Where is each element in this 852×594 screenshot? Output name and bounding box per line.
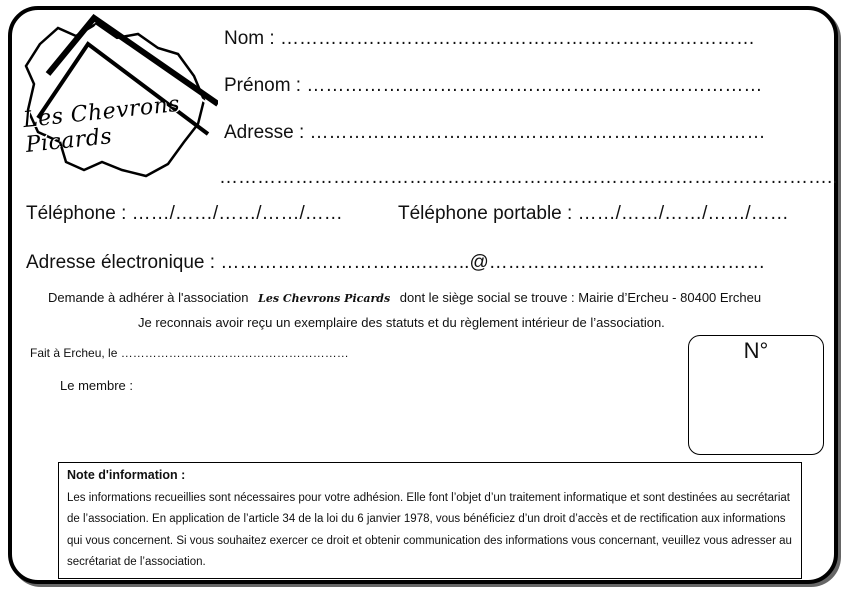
note-text: Les informations recueillies sont nécessaires pour votre adhésion. Elle font l’objet d’un traitement informatique et sont destinées au secrétariat de l’association. En application de l’article 34 de la loi du 6 janvier 1978, vous bénéficiez d’un droit d’accès et de rectification aux informations qui vous concernent. Si vous souhaitez exercer ce droit et obtenir communication des informations vous concernant, veuillez vous adresser au secrétariat de l’association. [67,492,792,568]
field-adresse: Adresse : ……………………………………………………………… [224,122,766,143]
statement-line2: Je reconnais avoir reçu un exemplaire des statuts et du règlement intérieur de l’association. [138,315,665,330]
statement-suffix: dont le siège social se trouve : Mairie d’Ercheu - 80400 Ercheu [399,290,762,305]
logo-text: Les Chevrons Picards [21,91,182,159]
field-email: Adresse électronique : …………………………..……..@……………………..……………… [26,252,766,273]
fait-a-line: Fait à Ercheu, le ………………………………………………… [30,346,349,360]
statement-brand: Les Chevrons Picards [258,292,391,305]
field-nom: Nom : ………………………………………………………………… [224,28,755,49]
field-prenom: Prénom : ……………………………………………………………… [224,75,763,96]
member-number-box [688,335,824,455]
field-telephone-portable: Téléphone portable : ……/……/……/……/…… [398,203,789,224]
member-number-label: N° [743,338,769,363]
field-telephone: Téléphone : ……/……/……/……/…… [26,203,343,224]
membre-signature-label: Le membre : [60,378,133,393]
field-adresse-line2: …………………………………………………………………………………….. [219,167,838,188]
note-title: Note d'information : [67,468,186,482]
statement-line1 [48,290,761,305]
information-note [58,462,802,579]
club-logo [18,14,218,182]
statement-prefix: Demande à adhérer à l'association [48,290,249,305]
